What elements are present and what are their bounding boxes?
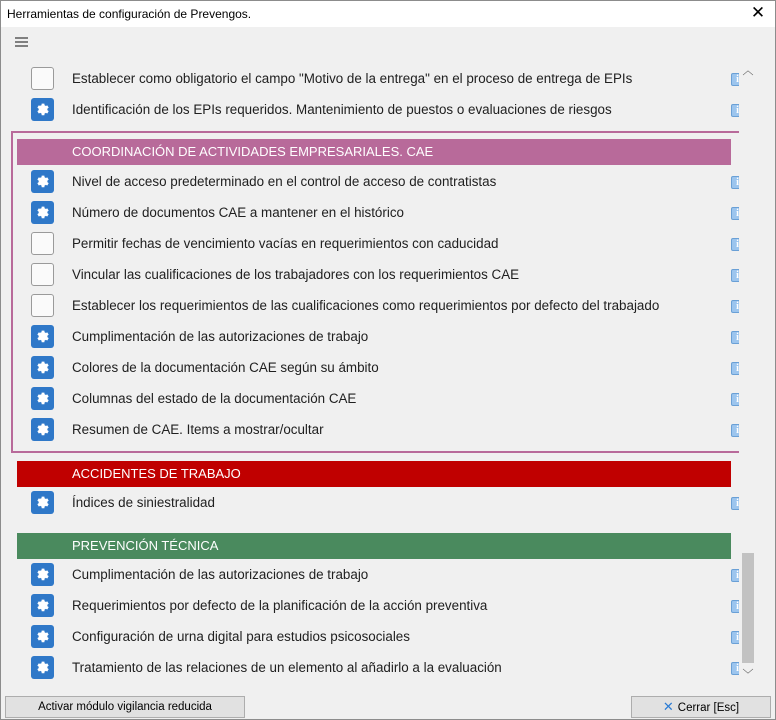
setting-label: Índices de siniestralidad [72, 495, 215, 510]
vertical-scrollbar[interactable] [739, 63, 757, 683]
info-icon[interactable]: i [731, 104, 744, 117]
setting-label: Establecer como obligatorio el campo "Motivo de la entrega" en el proceso de entrega de EPIs [72, 71, 633, 86]
info-icon[interactable]: i [731, 269, 744, 282]
info-icon[interactable]: i [731, 300, 744, 313]
close-window-icon[interactable]: ✕ [750, 3, 766, 22]
scroll-down-icon[interactable]: ﹀ [742, 669, 754, 681]
list-item[interactable] [25, 592, 739, 620]
menu-icon[interactable] [15, 37, 28, 49]
info-icon[interactable]: i [731, 569, 744, 582]
list-item[interactable] [25, 199, 739, 227]
list-item[interactable] [25, 323, 739, 351]
gear-icon[interactable] [31, 98, 54, 121]
list-item[interactable] [25, 354, 739, 382]
list-item[interactable] [25, 65, 739, 93]
gear-icon[interactable] [31, 356, 54, 379]
cerrar-label: Cerrar [Esc] [677, 702, 740, 714]
gear-icon[interactable] [31, 418, 54, 441]
cerrar-button[interactable] [631, 696, 771, 718]
gear-icon[interactable] [31, 656, 54, 679]
info-icon[interactable]: i [731, 331, 744, 344]
list-item[interactable] [25, 623, 739, 651]
setting-label: Identificación de los EPIs requeridos. Mantenimiento de puestos o evaluaciones de riesgos [72, 102, 612, 117]
info-icon[interactable]: i [731, 238, 744, 251]
activar-vigilancia-button[interactable]: Activar módulo vigilancia reducida [5, 696, 245, 718]
gear-icon[interactable] [31, 594, 54, 617]
list-item[interactable] [25, 416, 739, 444]
setting-label: Tratamiento de las relaciones de un elemento al añadirlo a la evaluación [72, 660, 502, 675]
section-header-prevencion: PREVENCIÓN TÉCNICA [17, 533, 731, 559]
info-icon[interactable]: i [731, 207, 744, 220]
info-icon[interactable]: i [731, 176, 744, 189]
checkbox-icon[interactable] [31, 232, 54, 255]
checkbox-icon[interactable] [31, 263, 54, 286]
settings-list [5, 31, 769, 685]
setting-label: Cumplimentación de las autorizaciones de trabajo [72, 329, 369, 344]
checkbox-icon[interactable] [31, 67, 54, 90]
setting-label: Colores de la documentación CAE según su ámbito [72, 360, 379, 375]
setting-label: Número de documentos CAE a mantener en el histórico [72, 205, 404, 220]
window-title: Herramientas de configuración de Prevengos. [7, 7, 252, 21]
list-item[interactable] [25, 561, 739, 589]
setting-label: Configuración de urna digital para estudios psicosociales [72, 629, 410, 644]
info-icon[interactable]: i [731, 73, 744, 86]
gear-icon[interactable] [31, 170, 54, 193]
checkbox-icon[interactable] [31, 294, 54, 317]
title-bar [1, 1, 775, 27]
info-icon[interactable]: i [731, 362, 744, 375]
scroll-thumb[interactable] [742, 553, 754, 663]
setting-label: Establecer los requerimientos de las cualificaciones como requerimientos por defecto del trabajado [72, 298, 660, 313]
gear-icon[interactable] [31, 491, 54, 514]
list-item[interactable] [25, 385, 739, 413]
setting-label: Vincular las cualificaciones de los trabajadores con los requerimientos CAE [72, 267, 520, 282]
info-icon[interactable]: i [731, 600, 744, 613]
gear-icon[interactable] [31, 625, 54, 648]
list-item[interactable] [25, 168, 739, 196]
gear-icon[interactable] [31, 563, 54, 586]
info-icon[interactable]: i [731, 662, 744, 675]
info-icon[interactable]: i [731, 393, 744, 406]
setting-label: Requerimientos por defecto de la planificación de la acción preventiva [72, 598, 488, 613]
list-item[interactable] [25, 292, 739, 320]
gear-icon[interactable] [31, 201, 54, 224]
list-item[interactable] [25, 261, 739, 289]
section-header-accidentes: ACCIDENTES DE TRABAJO [17, 461, 731, 487]
setting-label: Cumplimentación de las autorizaciones de trabajo [72, 567, 369, 582]
setting-label: Nivel de acceso predeterminado en el control de acceso de contratistas [72, 174, 497, 189]
info-icon[interactable]: i [731, 497, 744, 510]
list-item[interactable] [25, 96, 739, 124]
gear-icon[interactable] [31, 387, 54, 410]
setting-label: Columnas del estado de la documentación CAE [72, 391, 357, 406]
list-item[interactable] [25, 654, 739, 682]
setting-label: Resumen de CAE. Items a mostrar/ocultar [72, 422, 324, 437]
gear-icon[interactable] [31, 325, 54, 348]
info-icon[interactable]: i [731, 424, 744, 437]
setting-label: Permitir fechas de vencimiento vacías en requerimientos con caducidad [72, 236, 499, 251]
section-header-cae: COORDINACIÓN DE ACTIVIDADES EMPRESARIALES. CAE [17, 139, 731, 165]
scroll-up-icon[interactable]: ︿ [742, 65, 754, 77]
info-icon[interactable]: i [731, 631, 744, 644]
close-icon: ✕ [662, 699, 674, 714]
list-item[interactable] [25, 489, 739, 517]
list-item[interactable] [25, 230, 739, 258]
